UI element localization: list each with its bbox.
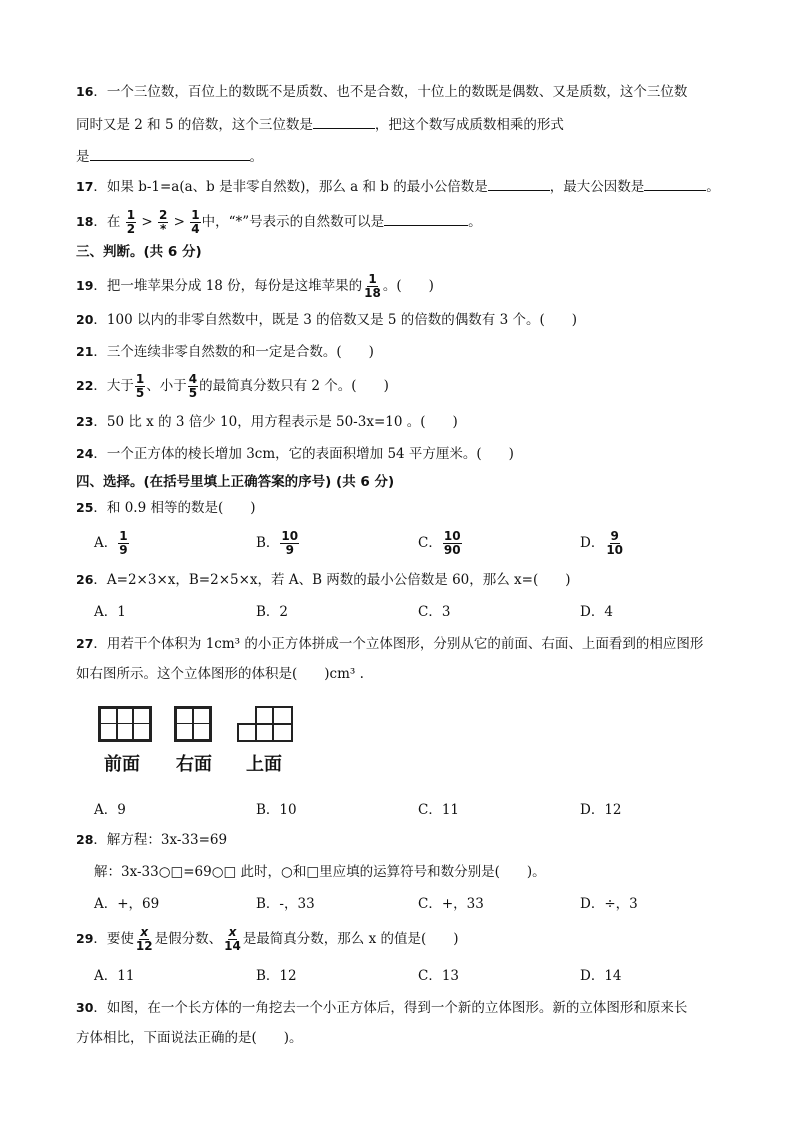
option-label: D． — [580, 535, 605, 551]
section-4-heading: 四、选择。(在括号里填上正确答案的序号) (共 6 分) — [76, 474, 395, 490]
q29-option-d[interactable]: D．14 — [580, 968, 622, 984]
denominator: 10 — [606, 543, 624, 557]
grid-cell — [132, 708, 150, 724]
numerator: 4 — [188, 372, 198, 386]
q26-option-a[interactable]: A．1 — [94, 604, 126, 620]
q16-number: 16 — [76, 84, 94, 99]
denominator: 9 — [119, 543, 128, 557]
q18-text-a: ．在 — [93, 214, 121, 230]
q26-option-c[interactable]: C．3 — [418, 604, 451, 620]
q30-line1 — [76, 998, 754, 1018]
q30-number: 30 — [76, 1000, 94, 1015]
q23-text: ．50 比 x 的 3 倍少 10，用方程表示是 50-3x=10 。( ) — [93, 414, 458, 430]
q24-line — [76, 444, 754, 464]
q27-number: 27 — [76, 636, 94, 651]
q26-option-b[interactable]: B．2 — [256, 604, 289, 620]
grid-divider — [255, 723, 257, 742]
grid-divider — [272, 723, 274, 742]
option-fraction — [605, 530, 624, 557]
q18-fraction-2 — [158, 209, 168, 236]
q25-number: 25 — [76, 500, 94, 515]
q16-line2 — [76, 114, 754, 135]
q22-number: 22 — [76, 378, 94, 393]
q17-blank-2[interactable] — [644, 176, 706, 191]
denominator: 9 — [285, 543, 294, 557]
q17-line — [76, 176, 754, 197]
q17-text-a: ．如果 b-1=a(a、b 是非零自然数)，那么 a 和 b 的最小公倍数是 — [93, 179, 488, 195]
q17-text-c: 。 — [706, 179, 720, 195]
q29-option-a[interactable]: A．11 — [94, 968, 135, 984]
q22-text-b: 、小于 — [146, 378, 187, 394]
q28-text: ．解方程：3x-33=69 — [93, 832, 228, 848]
q18-number: 18 — [76, 214, 94, 229]
numerator: 2 — [158, 208, 168, 222]
q23-number: 23 — [76, 414, 94, 429]
q16-text-3a: 是 — [76, 149, 90, 165]
q18-text-b: 中，“*”号表示的自然数可以是 — [201, 214, 385, 230]
q16-text-2a: 同时又是 2 和 5 的倍数，这个三位数是 — [76, 117, 313, 133]
front-view-grid — [98, 706, 152, 742]
q16-text-2b: ，把这个数写成质数相乘的形式 — [374, 117, 564, 133]
q22-text-c: 的最简真分数只有 2 个。( ) — [199, 378, 389, 394]
q26-number: 26 — [76, 572, 94, 587]
q16-text-3b: 。 — [249, 149, 263, 165]
numerator: x — [140, 925, 149, 939]
q26-text: ．A=2×3×x，B=2×5×x，若 A、B 两数的最小公倍数是 60，那么 x=( ) — [93, 572, 571, 588]
numerator: 1 — [119, 529, 128, 543]
grid-cell — [192, 723, 210, 740]
denominator: 90 — [443, 543, 461, 557]
q22-line — [76, 372, 754, 400]
q29-text-b: 是假分数、 — [154, 931, 223, 947]
q20-text: ．100 以内的非零自然数中，既是 3 的倍数又是 5 的倍数的偶数有 3 个。( ) — [93, 312, 578, 328]
q27-option-b[interactable]: B．10 — [256, 802, 297, 818]
q28-option-a[interactable]: A．+，69 — [94, 896, 160, 912]
q22-fraction-1 — [135, 373, 145, 400]
option-label: A． — [94, 535, 118, 551]
q28-option-b[interactable]: B．-，33 — [256, 896, 315, 912]
option-fraction — [118, 530, 128, 557]
q19-text-a: ．把一堆苹果分成 18 份，每份是这堆苹果的 — [93, 278, 363, 294]
q20-line — [76, 310, 754, 330]
q29-text-a: ．要使 — [93, 931, 134, 947]
numerator: 9 — [610, 529, 619, 543]
option-fraction — [280, 530, 299, 557]
q25-option-d[interactable] — [580, 528, 625, 558]
q27-text-1: ．用若干个体积为 1cm³ 的小正方体拼成一个立体图形，分别从它的前面、右面、上面看到的相应图形 — [93, 636, 704, 652]
q26-option-d[interactable]: D．4 — [580, 604, 613, 620]
q21-text: ．三个连续非零自然数的和一定是合数。( ) — [93, 344, 374, 360]
denominator: * — [160, 222, 167, 236]
numerator: x — [228, 925, 237, 939]
denominator: 5 — [188, 386, 198, 400]
greater-than-sign: > — [173, 214, 185, 230]
q29-text-c: 是最简真分数，那么 x 的值是( ) — [242, 931, 459, 947]
q16-blank-2[interactable] — [90, 146, 250, 161]
numerator: 10 — [281, 529, 299, 543]
q28-line1 — [76, 830, 754, 850]
q30-line2: 方体相比，下面说法正确的是( )。 — [76, 1030, 303, 1046]
q16-line1 — [76, 82, 754, 102]
q28-line2: 解：3x-33○□=69○□ 此时，○和□里应填的运算符号和数分别是( )。 — [94, 864, 546, 880]
q27-views-figure — [98, 704, 298, 776]
option-label: C． — [418, 535, 442, 551]
q18-fraction-1 — [126, 209, 136, 236]
q19-line — [76, 272, 754, 300]
q22-fraction-2 — [188, 373, 198, 400]
q25-option-c[interactable] — [418, 528, 463, 558]
q20-number: 20 — [76, 312, 94, 327]
q18-line — [76, 208, 754, 236]
denominator: 12 — [135, 939, 153, 953]
numerator: 10 — [443, 529, 461, 543]
option-fraction — [443, 530, 462, 557]
numerator: 1 — [368, 272, 377, 286]
q19-text-b: 。( ) — [382, 278, 434, 294]
q27-line1 — [76, 634, 754, 654]
q16-text-1: ．一个三位数，百位上的数既不是质数、也不是合数，十位上的数既是偶数、又是质数，这个三位数 — [93, 84, 688, 100]
q19-fraction — [363, 273, 382, 300]
q28-number: 28 — [76, 832, 94, 847]
q21-line — [76, 342, 754, 362]
q29-option-c[interactable]: C．13 — [418, 968, 460, 984]
numerator: 1 — [191, 208, 200, 222]
right-view-grid — [174, 706, 212, 742]
q25-text: ．和 0.9 相等的数是( ) — [93, 500, 256, 516]
q29-option-b[interactable]: B．12 — [256, 968, 297, 984]
q25-line — [76, 498, 754, 518]
q18-text-c: 。 — [468, 214, 482, 230]
option-label: B． — [256, 535, 280, 551]
denominator: 4 — [191, 222, 200, 236]
right-view-label: 右面 — [176, 754, 212, 775]
denominator: 5 — [135, 386, 145, 400]
q17-number: 17 — [76, 179, 94, 194]
q18-fraction-3 — [190, 209, 200, 236]
q29-fraction-2 — [223, 926, 242, 953]
q29-line — [76, 924, 754, 954]
denominator: 18 — [364, 286, 381, 300]
q24-number: 24 — [76, 446, 94, 461]
numerator: 1 — [126, 208, 136, 222]
q16-line3 — [76, 146, 754, 167]
q26-line — [76, 570, 754, 590]
front-view-label: 前面 — [104, 754, 140, 775]
numerator: 1 — [135, 372, 145, 386]
q27-option-c[interactable]: C．11 — [418, 802, 460, 818]
top-view-lower-row — [237, 723, 293, 742]
q25-option-a[interactable] — [94, 528, 130, 558]
q29-fraction-1 — [135, 926, 154, 953]
denominator: 2 — [126, 222, 136, 236]
q27-option-a[interactable]: A．9 — [94, 802, 126, 818]
q28-option-d[interactable]: D．÷，3 — [580, 896, 638, 912]
q29-number: 29 — [76, 931, 94, 946]
q17-blank-1[interactable] — [488, 176, 550, 191]
q21-number: 21 — [76, 344, 94, 359]
q17-text-b: ，最大公因数是 — [549, 179, 645, 195]
top-view-label: 上面 — [246, 754, 282, 775]
q25-option-b[interactable] — [256, 528, 300, 558]
q27-option-d[interactable]: D．12 — [580, 802, 622, 818]
q24-text: ．一个正方体的棱长增加 3cm，它的表面积增加 54 平方厘米。( ) — [93, 446, 514, 462]
q28-option-c[interactable]: C．+，33 — [418, 896, 484, 912]
q22-text-a: ．大于 — [93, 378, 134, 394]
q30-text-1: ．如图，在一个长方体的一角挖去一个小正方体后，得到一个新的立体图形。新的立体图形和原来长 — [93, 1000, 688, 1016]
q18-blank[interactable] — [384, 211, 468, 226]
section-3-heading: 三、判断。(共 6 分) — [76, 244, 202, 260]
greater-than-sign: > — [141, 214, 153, 230]
q23-line — [76, 412, 754, 432]
grid-cell — [192, 708, 210, 724]
q27-line2: 如右图所示。这个立体图形的体积是( )cm³ . — [76, 666, 364, 682]
grid-cell — [132, 723, 150, 740]
denominator: 14 — [224, 939, 241, 953]
q19-number: 19 — [76, 278, 94, 293]
q16-blank-1[interactable] — [313, 114, 375, 129]
